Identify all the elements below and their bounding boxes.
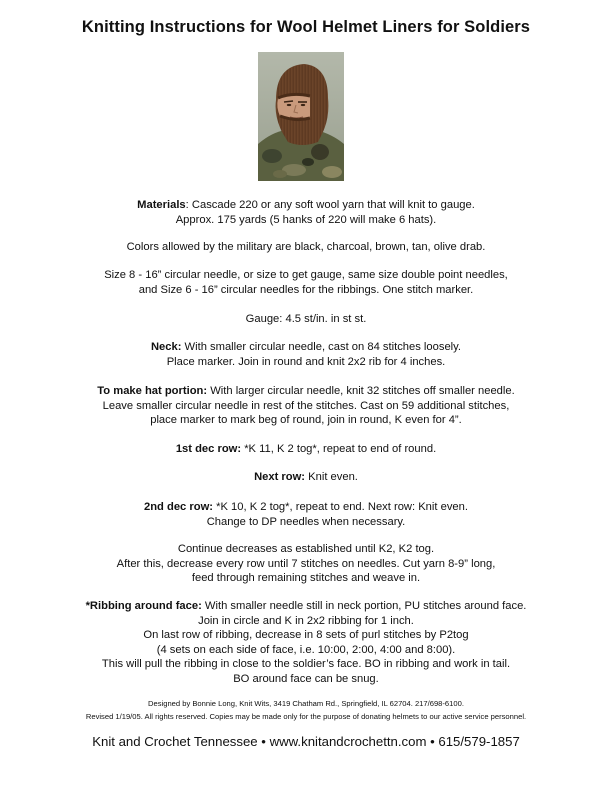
hat-portion-line-3: place marker to mark beg of round, join in round, K even for 4”.: [150, 414, 462, 427]
soldier-image: [258, 52, 344, 181]
hat-portion-line-2: Leave smaller circular needle in rest of the stitches. Cast on 59 additional stitches,: [102, 399, 510, 412]
ribbing-line-4: (4 sets on each side of face, i.e. 10:00, 2:00, 4:00 and 8:00).: [156, 643, 456, 656]
materials-line-1: Materials: Cascade 220 or any soft wool yarn that will knit to gauge.: [137, 199, 475, 211]
first-dec-line: 1st dec row: *K 11, K 2 tog*, repeat to end of round.: [175, 443, 437, 455]
continue-line-3: feed through remaining stitches and weave in.: [191, 572, 421, 585]
helmet-liner-photo: [258, 52, 344, 181]
needles-line-2: and Size 6 - 16” circular needles for the ribbings. One stitch marker.: [138, 283, 474, 296]
ribbing-line-1: *Ribbing around face: With smaller needle still in neck portion, PU stitches around face.: [85, 600, 527, 612]
second-dec-label: 2nd dec row:: [144, 501, 213, 513]
hat-portion-section: [30, 384, 582, 428]
neck-line-1: Neck: With smaller circular needle, cast on 84 stitches loosely.: [150, 341, 462, 353]
credits-line-1: Designed by Bonnie Long, Knit Wits, 3419 Chatham Rd., Springfield, IL 62704. 217/698-6100.: [148, 699, 464, 708]
next-row-line: Next row: Knit even.: [254, 471, 358, 483]
neck-line-2: Place marker. Join in round and knit 2x2 rib for 4 inches.: [166, 355, 446, 368]
neck-label: Neck:: [150, 341, 182, 353]
hat-portion-label: To make hat portion:: [97, 385, 208, 397]
ribbing-line-6: BO around face can be snug.: [233, 672, 379, 685]
ribbing-line-3: On last row of ribbing, decrease in 8 sets of purl stitches by P2tog: [143, 629, 469, 642]
page-title: Knitting Instructions for Wool Helmet Liners for Soldiers: [81, 18, 531, 36]
needles-line-1: Size 8 - 16” circular needle, or size to get gauge, same size double point needles,: [104, 269, 508, 281]
credits-line-2: Revised 1/19/05. All rights reserved. Copies may be made only for the purpose of donating helmets to our active service personnel.: [85, 711, 527, 721]
ribbing-line-2: Join in circle and K in 2x2 ribbing for 1 inch.: [198, 614, 414, 627]
neck-section: [30, 340, 582, 369]
materials-label: Materials: [137, 199, 186, 211]
next-row-section: [30, 470, 582, 485]
second-dec-line-1: 2nd dec row: *K 10, K 2 tog*, repeat to end. Next row: Knit even.: [144, 501, 468, 513]
ribbing-section: [30, 599, 582, 687]
colors-section: [30, 240, 582, 255]
gauge-section: [30, 312, 582, 327]
ribbing-line-5: This will pull the ribbing in close to the soldier’s face. BO in ribbing and work in tail.: [101, 658, 511, 671]
first-dec-label: 1st dec row:: [175, 443, 242, 455]
footer: Knit and Crochet Tennessee • www.knitandcrochettn.com • 615/579-1857: [92, 734, 520, 749]
first-dec-section: [30, 442, 582, 457]
materials-line-2: Approx. 175 yards (5 hanks of 220 will make 6 hats).: [175, 213, 437, 226]
second-dec-line-2: Change to DP needles when necessary.: [206, 515, 406, 528]
continue-line-1: Continue decreases as established until K2, K2 tog.: [177, 543, 435, 555]
instructions: [30, 198, 582, 227]
credits: [20, 698, 592, 723]
colors-allowed-text: Colors allowed by the military are black, charcoal, brown, tan, olive drab.: [126, 241, 486, 253]
second-dec-section: [30, 500, 582, 529]
gauge-text: Gauge: 4.5 st/in. in st st.: [245, 313, 367, 325]
ribbing-label: *Ribbing around face:: [85, 600, 202, 612]
next-row-label: Next row:: [254, 471, 306, 483]
continue-line-2: After this, decrease every row until 7 stitches on needles. Cut yarn 8-9” long,: [116, 557, 496, 570]
needles-section: [30, 268, 582, 297]
hat-portion-line-1: To make hat portion: With larger circular needle, knit 32 stitches off smaller needle.: [97, 385, 515, 397]
continue-section: [30, 542, 582, 586]
